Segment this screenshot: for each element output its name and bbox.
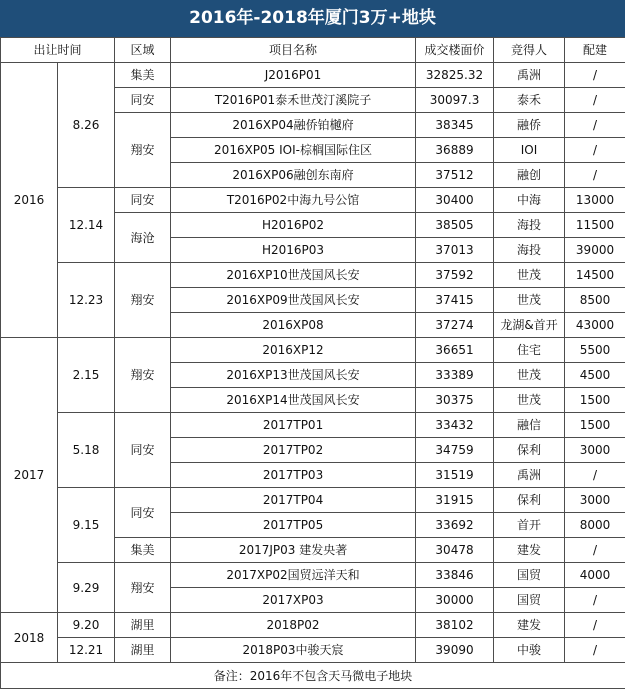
project-name-cell: 2017XP02国贸远洋天和 bbox=[171, 563, 416, 588]
price-cell: 30478 bbox=[416, 538, 494, 563]
date-cell: 9.20 bbox=[58, 613, 115, 638]
buyer-cell: 首开 bbox=[494, 513, 565, 538]
year-cell: 2018 bbox=[1, 613, 58, 663]
project-name-cell: T2016P01泰禾世茂汀溪院子 bbox=[171, 88, 416, 113]
buyer-cell: 融信 bbox=[494, 413, 565, 438]
price-cell: 30375 bbox=[416, 388, 494, 413]
buyer-cell: 世茂 bbox=[494, 363, 565, 388]
table-note: 备注：2016年不包含天马微电子地块 bbox=[1, 663, 625, 689]
area-cell: 同安 bbox=[115, 413, 171, 488]
extra-cell: 3000 bbox=[565, 488, 625, 513]
project-name-cell: 2016XP10世茂国风长安 bbox=[171, 263, 416, 288]
date-cell: 2.15 bbox=[58, 338, 115, 413]
date-cell: 8.26 bbox=[58, 63, 115, 188]
buyer-cell: 建发 bbox=[494, 613, 565, 638]
table-row bbox=[1, 488, 625, 513]
extra-cell: 43000 bbox=[565, 313, 625, 338]
project-name-cell: 2016XP05 IOI-棕榈国际住区 bbox=[171, 138, 416, 163]
price-cell: 37013 bbox=[416, 238, 494, 263]
price-cell: 37274 bbox=[416, 313, 494, 338]
price-cell: 31915 bbox=[416, 488, 494, 513]
buyer-cell: 世茂 bbox=[494, 288, 565, 313]
extra-cell: 11500 bbox=[565, 213, 625, 238]
table-row bbox=[1, 338, 625, 363]
price-cell: 30097.3 bbox=[416, 88, 494, 113]
price-cell: 33692 bbox=[416, 513, 494, 538]
price-cell: 30000 bbox=[416, 588, 494, 613]
area-cell: 海沧 bbox=[115, 213, 171, 263]
buyer-cell: 国贸 bbox=[494, 588, 565, 613]
price-cell: 30400 bbox=[416, 188, 494, 213]
extra-cell: 4500 bbox=[565, 363, 625, 388]
area-cell: 翔安 bbox=[115, 263, 171, 338]
project-name-cell: 2017JP03 建发央著 bbox=[171, 538, 416, 563]
price-cell: 36889 bbox=[416, 138, 494, 163]
extra-cell: 14500 bbox=[565, 263, 625, 288]
extra-cell: / bbox=[565, 163, 625, 188]
extra-cell: 8500 bbox=[565, 288, 625, 313]
project-name-cell: 2016XP12 bbox=[171, 338, 416, 363]
project-name-cell: 2016XP06融创东南府 bbox=[171, 163, 416, 188]
price-cell: 34759 bbox=[416, 438, 494, 463]
date-cell: 5.18 bbox=[58, 413, 115, 488]
project-name-cell: 2016XP09世茂国风长安 bbox=[171, 288, 416, 313]
table-body bbox=[1, 63, 625, 663]
extra-cell: / bbox=[565, 113, 625, 138]
price-cell: 32825.32 bbox=[416, 63, 494, 88]
area-cell: 同安 bbox=[115, 488, 171, 538]
price-cell: 37592 bbox=[416, 263, 494, 288]
project-name-cell: 2017TP04 bbox=[171, 488, 416, 513]
extra-cell: / bbox=[565, 538, 625, 563]
area-cell: 翔安 bbox=[115, 563, 171, 613]
buyer-cell: 禹洲 bbox=[494, 463, 565, 488]
date-cell: 9.29 bbox=[58, 563, 115, 613]
extra-cell: / bbox=[565, 463, 625, 488]
table-row bbox=[1, 188, 625, 213]
buyer-cell: 海投 bbox=[494, 238, 565, 263]
price-cell: 33432 bbox=[416, 413, 494, 438]
area-cell: 同安 bbox=[115, 188, 171, 213]
price-cell: 38345 bbox=[416, 113, 494, 138]
price-cell: 36651 bbox=[416, 338, 494, 363]
extra-cell: 8000 bbox=[565, 513, 625, 538]
project-name-cell: J2016P01 bbox=[171, 63, 416, 88]
note-row bbox=[1, 663, 625, 689]
project-name-cell: 2017TP02 bbox=[171, 438, 416, 463]
buyer-cell: 中骏 bbox=[494, 638, 565, 663]
area-cell: 同安 bbox=[115, 88, 171, 113]
area-cell: 湖里 bbox=[115, 638, 171, 663]
table-row bbox=[1, 563, 625, 588]
buyer-cell: IOI bbox=[494, 138, 565, 163]
price-cell: 37512 bbox=[416, 163, 494, 188]
header-price: 成交楼面价 bbox=[416, 38, 494, 63]
price-cell: 37415 bbox=[416, 288, 494, 313]
price-cell: 38505 bbox=[416, 213, 494, 238]
buyer-cell: 融侨 bbox=[494, 113, 565, 138]
price-cell: 38102 bbox=[416, 613, 494, 638]
extra-cell: 4000 bbox=[565, 563, 625, 588]
extra-cell: 1500 bbox=[565, 413, 625, 438]
buyer-cell: 保利 bbox=[494, 438, 565, 463]
project-name-cell: 2017TP01 bbox=[171, 413, 416, 438]
project-name-cell: H2016P03 bbox=[171, 238, 416, 263]
project-name-cell: 2017XP03 bbox=[171, 588, 416, 613]
extra-cell: / bbox=[565, 63, 625, 88]
project-name-cell: 2016XP08 bbox=[171, 313, 416, 338]
extra-cell: / bbox=[565, 638, 625, 663]
area-cell: 集美 bbox=[115, 538, 171, 563]
header-area: 区域 bbox=[115, 38, 171, 63]
project-name-cell: 2018P03中骏天宸 bbox=[171, 638, 416, 663]
buyer-cell: 融创 bbox=[494, 163, 565, 188]
date-cell: 12.14 bbox=[58, 188, 115, 263]
extra-cell: / bbox=[565, 588, 625, 613]
project-name-cell: 2017TP05 bbox=[171, 513, 416, 538]
year-cell: 2016 bbox=[1, 63, 58, 338]
project-name-cell: H2016P02 bbox=[171, 213, 416, 238]
area-cell: 翔安 bbox=[115, 338, 171, 413]
extra-cell: / bbox=[565, 138, 625, 163]
date-cell: 12.23 bbox=[58, 263, 115, 338]
extra-cell: 3000 bbox=[565, 438, 625, 463]
extra-cell: 13000 bbox=[565, 188, 625, 213]
area-cell: 翔安 bbox=[115, 113, 171, 188]
header-extra: 配建 bbox=[565, 38, 625, 63]
project-name-cell: 2016XP14世茂国风长安 bbox=[171, 388, 416, 413]
price-cell: 33389 bbox=[416, 363, 494, 388]
price-cell: 39090 bbox=[416, 638, 494, 663]
date-cell: 12.21 bbox=[58, 638, 115, 663]
buyer-cell: 龙湖&首开 bbox=[494, 313, 565, 338]
buyer-cell: 海投 bbox=[494, 213, 565, 238]
buyer-cell: 世茂 bbox=[494, 263, 565, 288]
table-row bbox=[1, 413, 625, 438]
table-row bbox=[1, 613, 625, 638]
extra-cell: 5500 bbox=[565, 338, 625, 363]
buyer-cell: 泰禾 bbox=[494, 88, 565, 113]
date-cell: 9.15 bbox=[58, 488, 115, 563]
buyer-cell: 住宅 bbox=[494, 338, 565, 363]
price-cell: 31519 bbox=[416, 463, 494, 488]
table-row bbox=[1, 638, 625, 663]
buyer-cell: 中海 bbox=[494, 188, 565, 213]
buyer-cell: 建发 bbox=[494, 538, 565, 563]
extra-cell: 1500 bbox=[565, 388, 625, 413]
header-buyer: 竞得人 bbox=[494, 38, 565, 63]
area-cell: 集美 bbox=[115, 63, 171, 88]
project-name-cell: 2016XP13世茂国风长安 bbox=[171, 363, 416, 388]
table-row bbox=[1, 63, 625, 88]
header-project: 项目名称 bbox=[171, 38, 416, 63]
extra-cell: / bbox=[565, 88, 625, 113]
table-title: 2016年-2018年厦门3万+地块 bbox=[0, 0, 625, 37]
land-table bbox=[0, 37, 625, 689]
year-cell: 2017 bbox=[1, 338, 58, 613]
buyer-cell: 国贸 bbox=[494, 563, 565, 588]
extra-cell: 39000 bbox=[565, 238, 625, 263]
price-cell: 33846 bbox=[416, 563, 494, 588]
project-name-cell: 2017TP03 bbox=[171, 463, 416, 488]
header-time: 出让时间 bbox=[1, 38, 115, 63]
buyer-cell: 世茂 bbox=[494, 388, 565, 413]
project-name-cell: 2016XP04融侨铂樾府 bbox=[171, 113, 416, 138]
buyer-cell: 禹洲 bbox=[494, 63, 565, 88]
buyer-cell: 保利 bbox=[494, 488, 565, 513]
area-cell: 湖里 bbox=[115, 613, 171, 638]
table-row bbox=[1, 263, 625, 288]
header-row bbox=[1, 38, 625, 63]
project-name-cell: 2018P02 bbox=[171, 613, 416, 638]
project-name-cell: T2016P02中海九号公馆 bbox=[171, 188, 416, 213]
extra-cell: / bbox=[565, 613, 625, 638]
